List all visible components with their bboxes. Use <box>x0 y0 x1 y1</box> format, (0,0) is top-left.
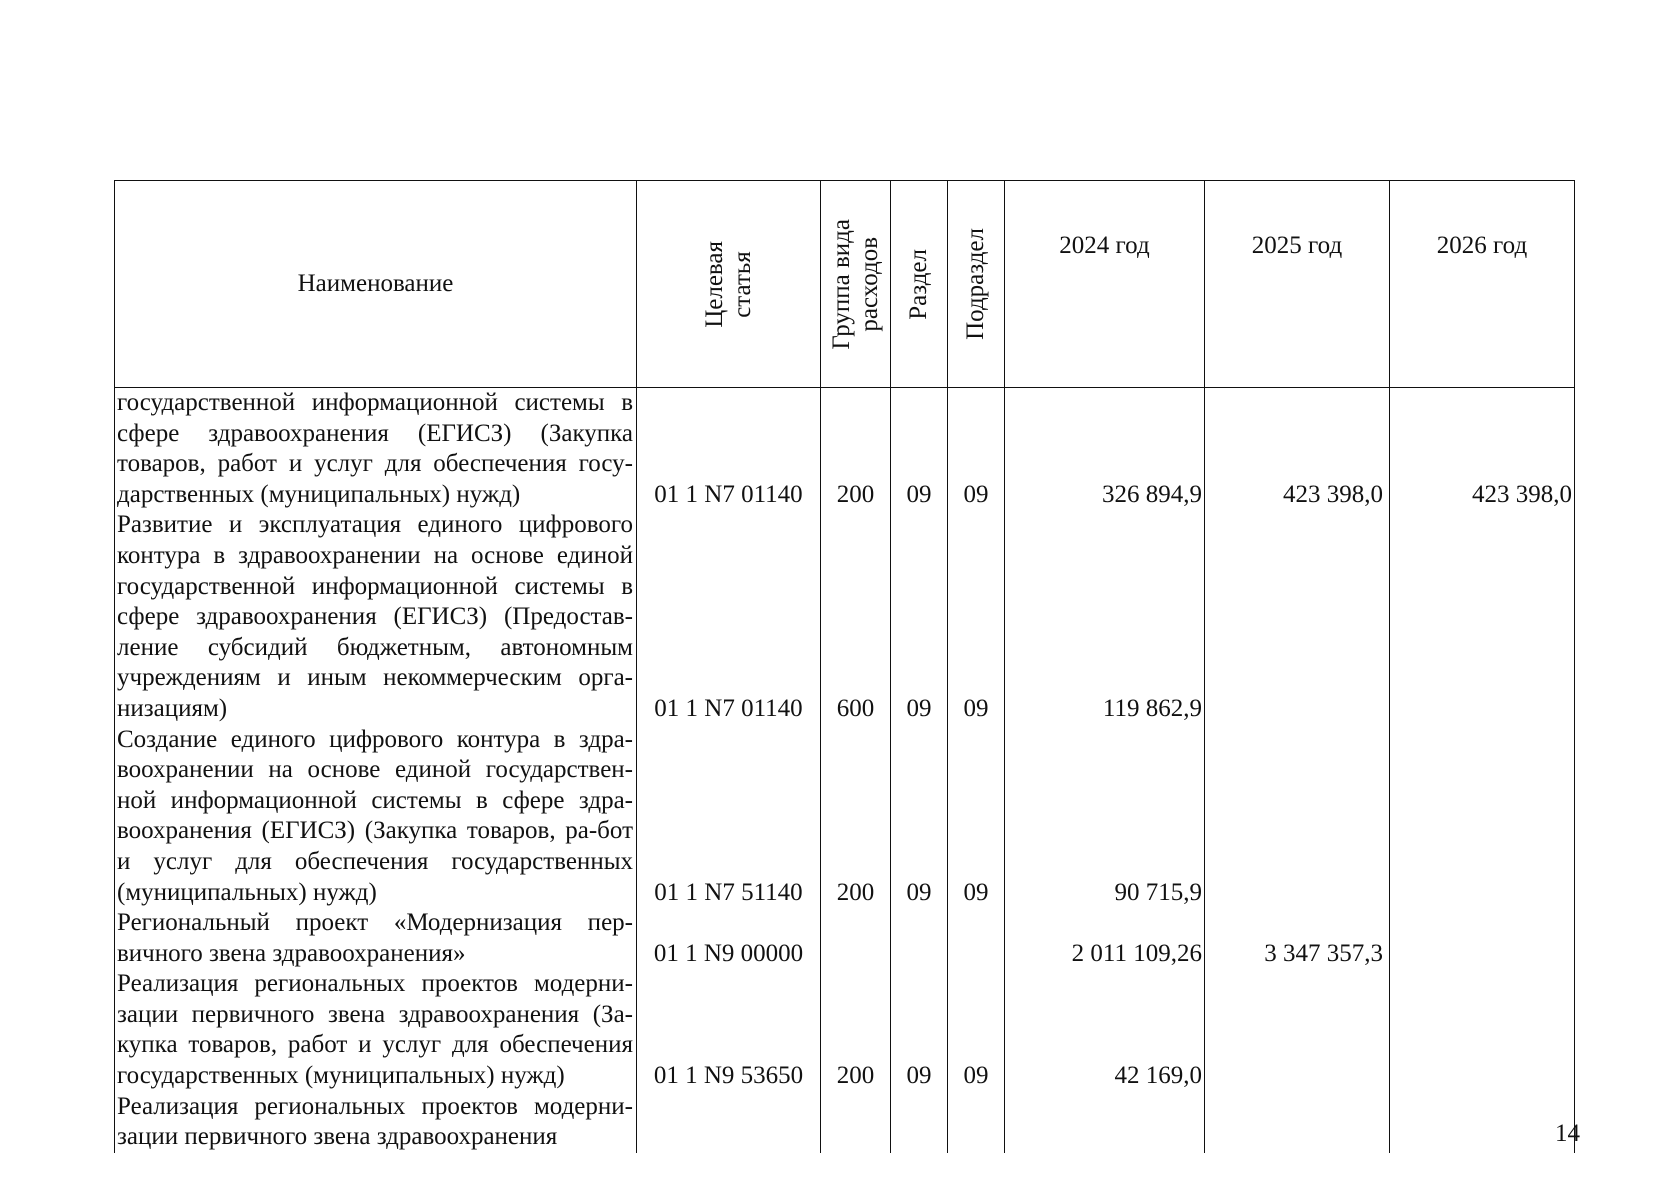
row-amount-2024: 90 715,9 <box>1005 725 1205 909</box>
table-row <box>115 969 1575 1091</box>
row-name: Региональный проект «Модернизация пер-вичного звена здравоохранения» <box>115 908 637 969</box>
row-amount-2024: 2 011 109,26 <box>1005 908 1205 969</box>
row-section: 09 <box>891 510 948 724</box>
row-expense-group <box>821 908 891 969</box>
row-section <box>891 1092 948 1153</box>
row-section: 09 <box>891 388 948 511</box>
row-expense-group: 200 <box>821 725 891 909</box>
header-section-label: Раздел <box>905 248 932 320</box>
row-name: Развитие и эксплуатация единого цифрового контура в здравоохранении на основе единой государственной информационной системы в сфере здравоохранения (ЕГИСЗ) (Предостав-ление субсидий бюджетным, автономным учреждениям и иным некоммерческим орга-низациям) <box>115 510 637 724</box>
header-expense-group <box>821 181 891 388</box>
row-amount-2025 <box>1205 510 1390 724</box>
row-amount-2025: 423 398,0 <box>1205 388 1390 511</box>
row-amount-2025 <box>1205 1092 1390 1153</box>
row-target-article: 01 1 N9 53650 <box>637 969 821 1091</box>
table-header-row <box>115 181 1575 388</box>
header-expense-group-label: Группа вида расходов <box>827 218 883 350</box>
header-year-2026: 2026 год <box>1390 181 1575 388</box>
row-amount-2025 <box>1205 969 1390 1091</box>
row-target-article: 01 1 N9 00000 <box>637 908 821 969</box>
row-subsection <box>948 1092 1005 1153</box>
row-amount-2025 <box>1205 725 1390 909</box>
row-subsection: 09 <box>948 725 1005 909</box>
header-subsection <box>948 181 1005 388</box>
table-row <box>115 510 1575 724</box>
row-target-article: 01 1 N7 01140 <box>637 388 821 511</box>
header-subsection-label: Подраздел <box>962 228 989 340</box>
row-expense-group: 200 <box>821 969 891 1091</box>
table-row <box>115 388 1575 511</box>
row-subsection <box>948 908 1005 969</box>
header-target-article <box>637 181 821 388</box>
page-number: 14 <box>1555 1120 1580 1147</box>
row-amount-2025: 3 347 357,3 <box>1205 908 1390 969</box>
row-amount-2024: 119 862,9 <box>1005 510 1205 724</box>
header-year-2024: 2024 год <box>1005 181 1205 388</box>
row-amount-2024 <box>1005 1092 1205 1153</box>
row-name: Реализация региональных проектов модерни-зации первичного звена здравоохранения (За-купка товаров, работ и услуг для обеспечения государственных (муниципальных) нужд) <box>115 969 637 1091</box>
row-subsection: 09 <box>948 969 1005 1091</box>
budget-table <box>114 180 1575 1153</box>
row-target-article <box>637 1092 821 1153</box>
row-amount-2026: 423 398,0 <box>1390 388 1575 511</box>
row-target-article: 01 1 N7 51140 <box>637 725 821 909</box>
row-amount-2026 <box>1390 725 1575 909</box>
row-expense-group <box>821 1092 891 1153</box>
row-amount-2024: 326 894,9 <box>1005 388 1205 511</box>
row-amount-2024: 42 169,0 <box>1005 969 1205 1091</box>
row-amount-2026 <box>1390 908 1575 969</box>
row-section: 09 <box>891 725 948 909</box>
row-amount-2026 <box>1390 510 1575 724</box>
table-row <box>115 725 1575 909</box>
row-expense-group: 600 <box>821 510 891 724</box>
table-row <box>115 908 1575 969</box>
header-name: Наименование <box>115 181 637 388</box>
header-year-2025: 2025 год <box>1205 181 1390 388</box>
row-section <box>891 908 948 969</box>
table-row <box>115 1092 1575 1153</box>
header-target-article-label: Целевая статья <box>700 240 756 328</box>
row-name: Создание единого цифрового контура в здра-воохранении на основе единой государствен-ной информационной системы в сфере здра-воохранения (ЕГИСЗ) (Закупка товаров, ра-бот и услуг для обеспечения государственных (муниципальных) нужд) <box>115 725 637 909</box>
row-subsection: 09 <box>948 510 1005 724</box>
row-section: 09 <box>891 969 948 1091</box>
row-expense-group: 200 <box>821 388 891 511</box>
row-name: государственной информационной системы в сфере здравоохранения (ЕГИСЗ) (Закупка товаров, работ и услуг для обеспечения госу-дарственных (муниципальных) нужд) <box>115 388 637 511</box>
row-subsection: 09 <box>948 388 1005 511</box>
row-amount-2026 <box>1390 969 1575 1091</box>
row-name: Реализация региональных проектов модерни-зации первичного звена здравоохранения <box>115 1092 637 1153</box>
header-section <box>891 181 948 388</box>
row-target-article: 01 1 N7 01140 <box>637 510 821 724</box>
